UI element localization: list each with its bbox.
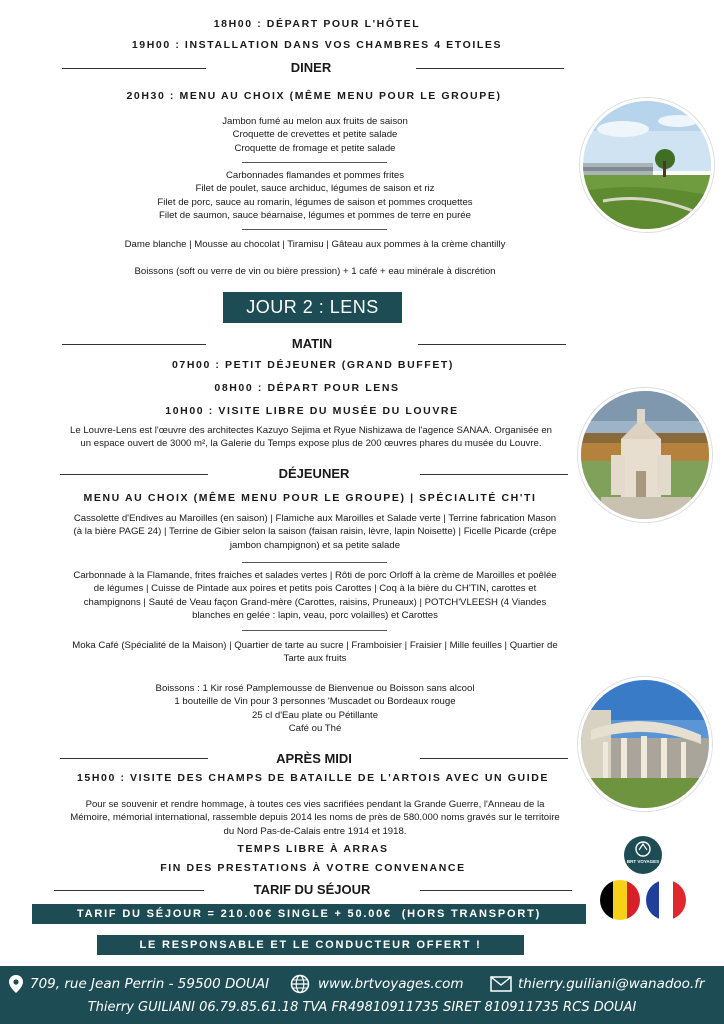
- menu-line: (à la bière PAGE 24) | Terrine de Gibier selon la saison (faisan raisin, lèvre, lapin Noisette) | Ficelle Picarde (crêpe: [73, 526, 557, 538]
- section-title-diner: DINER: [290, 60, 332, 75]
- description-line: un espace ouvert de 3000 m², la Galerie du Temps expose plus de 200 œuvres phares du musée du Louvre.: [80, 438, 542, 450]
- menu-line: champignons | Sauté de Veau façon Grand-mère (Carottes, raisins, Pruneaux) | POTCH'VLEESH (4 Viandes: [83, 596, 547, 608]
- footer: [0, 966, 724, 1024]
- schedule-line-breakfast: 07H00 : PETIT DÉJEUNER (GRAND BUFFET): [171, 359, 455, 371]
- logo-emblem-icon: [624, 836, 662, 858]
- divider-left: [60, 758, 208, 759]
- dejeuner-menu-heading: MENU AU CHOIX (MÊME MENU POUR LE GROUPE) | SPÉCIALITÉ CH'TI: [83, 492, 537, 504]
- menu-item: Jambon fumé au melon aux fruits de saison: [222, 116, 408, 127]
- menu-line: jambon champignon) et sa petite salade: [229, 539, 401, 551]
- louvre-description: [44, 424, 578, 451]
- menu-item: Filet de saumon, sauce béarnaise, légumes et pommes de terre en purée: [159, 210, 471, 222]
- menu-line: 1 bouteille de Vin pour 3 personnes 'Muscadet ou Bordeaux rouge: [174, 696, 456, 708]
- offer-banner: LE RESPONSABLE ET LE CONDUCTEUR OFFERT !: [97, 935, 524, 955]
- menu-item: Croquette de fromage et petite salade: [234, 142, 396, 154]
- section-title-matin: MATIN: [291, 336, 333, 351]
- menu-item: Carbonnades flamandes et pommes frites: [225, 170, 405, 181]
- section-title-apres-midi: APRÈS MIDI: [276, 751, 352, 766]
- memorial-description: [40, 798, 590, 838]
- menu-line: Tarte aux fruits: [283, 653, 347, 665]
- diner-starters: [60, 115, 570, 155]
- louvre-lens-photo: [580, 98, 714, 232]
- description-line: du Nord Pas-de-Calais entre 1914 et 1918.: [223, 825, 407, 837]
- france-flag-icon: [646, 880, 686, 920]
- footer-website-link[interactable]: www.brtvoyages.com: [318, 976, 464, 992]
- menu-divider: [242, 162, 387, 163]
- menu-divider: [242, 562, 387, 563]
- divider-left: [60, 474, 208, 475]
- menu-divider: [242, 630, 387, 631]
- description-line: Le Louvre-Lens est l'œuvre des architectes Kazuyo Sejima et Ryue Nishizawa de l'agence SANAA. Organisée en: [70, 425, 552, 436]
- description-line: Pour se souvenir et rendre hommage, à toutes ces vies sacrifiées pendant la Grande Guerre, l'Anneau de la: [85, 799, 545, 810]
- dejeuner-desserts: [40, 639, 590, 666]
- divider-right: [420, 758, 568, 759]
- menu-divider: [242, 229, 387, 230]
- menu-item: Filet de poulet, sauce archiduc, légumes de saison et riz: [195, 183, 435, 195]
- diner-menu-heading: 20H30 : MENU AU CHOIX (MÊME MENU POUR LE GROUPE): [126, 90, 502, 102]
- schedule-line-departure-hotel: 18H00 : DÉPART POUR L'HÔTEL: [213, 18, 421, 30]
- location-pin-icon: [9, 975, 23, 993]
- schedule-line-louvre: 10H00 : VISITE LIBRE DU MUSÉE DU LOUVRE: [165, 405, 459, 417]
- divider-right: [420, 474, 568, 475]
- menu-line: 25 cl d'Eau plate ou Pétillante: [251, 709, 379, 721]
- divider-left: [62, 68, 206, 69]
- menu-line: Cassolette d'Endives au Maroilles (en saison) | Flamiche aux Maroilles et Salade verte | Terrine fabrication Mason: [73, 513, 557, 524]
- logo-text: BRT VOYAGES: [626, 859, 660, 864]
- diner-drinks: Boissons (soft ou verre de vin ou bière pression) + 1 café + eau minérale à discrétion: [134, 266, 496, 277]
- day-banner: JOUR 2 : LENS: [223, 292, 402, 323]
- divider-left: [62, 344, 206, 345]
- mail-icon: [490, 976, 512, 992]
- menu-item: Croquette de crevettes et petite salade: [232, 129, 398, 141]
- globe-icon: [290, 974, 310, 994]
- section-title-tarif: TARIF DU SÉJOUR: [253, 882, 371, 897]
- menu-line: Carbonnade à la Flamande, frites fraiches et salades vertes | Rôti de porc Orloff à la crème de Maroilles et poêlée: [73, 570, 557, 581]
- menu-item: Filet de porc, sauce au romarin, légumes de saison et pommes croquettes: [157, 196, 473, 208]
- belgium-flag-icon: [600, 880, 640, 920]
- schedule-line-battlefields: 15H00 : VISITE DES CHAMPS DE BATAILLE DE L'ARTOIS AVEC UN GUIDE: [76, 772, 549, 784]
- dejeuner-starters: [40, 512, 590, 552]
- description-line: Mémoire, mémorial international, rassemble depuis 2014 les noms de près de 580.000 noms gravés sur le territoire: [70, 812, 560, 824]
- footer-legal: Thierry GUILIANI 06.79.85.61.18 TVA FR49810911735 SIRET 810911735 RCS DOUAI: [87, 1000, 637, 1015]
- schedule-line-check-in: 19H00 : INSTALLATION DANS VOS CHAMBRES 4 ETOILES: [131, 39, 503, 51]
- menu-line: Café ou Thé: [288, 723, 342, 735]
- dejeuner-drinks: [60, 682, 570, 736]
- schedule-line-departure-lens: 08H00 : DÉPART POUR LENS: [214, 382, 400, 394]
- price-banner: TARIF DU SÉJOUR = 210.00€ SINGLE + 50.00€ (HORS TRANSPORT): [32, 904, 586, 924]
- menu-line: Moka Café (Spécialité de la Maison) | Quartier de tarte au sucre | Framboisier | Fraisier | Mille feuilles | Quartier de: [72, 640, 558, 651]
- divider-right: [418, 344, 566, 345]
- menu-line: de légumes | Cuisse de Pintade aux poires et petits pois Carottes | Coq à la bière du CH'TIN, carottes et: [93, 583, 537, 595]
- diner-desserts: Dame blanche | Mousse au chocolat | Tiramisu | Gâteau aux pommes à la crème chantilly: [124, 239, 506, 250]
- divider-right: [416, 68, 564, 69]
- ring-of-remembrance-photo: [578, 677, 712, 811]
- divider-right: [420, 890, 572, 891]
- dejeuner-mains: [40, 569, 590, 623]
- section-title-dejeuner: DÉJEUNER: [278, 466, 350, 481]
- footer-email-link[interactable]: thierry.guiliani@wanadoo.fr: [518, 976, 705, 992]
- brt-voyages-logo: [624, 836, 662, 874]
- menu-line: blanches en gelée : lapin, veau, porc volailles) et Carottes: [192, 610, 438, 622]
- menu-line: Boissons : 1 Kir rosé Pamplemousse de Bienvenue ou Boisson sans alcool: [155, 683, 475, 694]
- diner-mains: [60, 169, 570, 223]
- footer-address: 709, rue Jean Perrin - 59500 DOUAI: [30, 976, 270, 992]
- divider-left: [54, 890, 204, 891]
- schedule-line-end: FIN DES PRESTATIONS À VOTRE CONVENANCE: [160, 862, 466, 874]
- schedule-line-free-time: TEMPS LIBRE À ARRAS: [237, 843, 389, 855]
